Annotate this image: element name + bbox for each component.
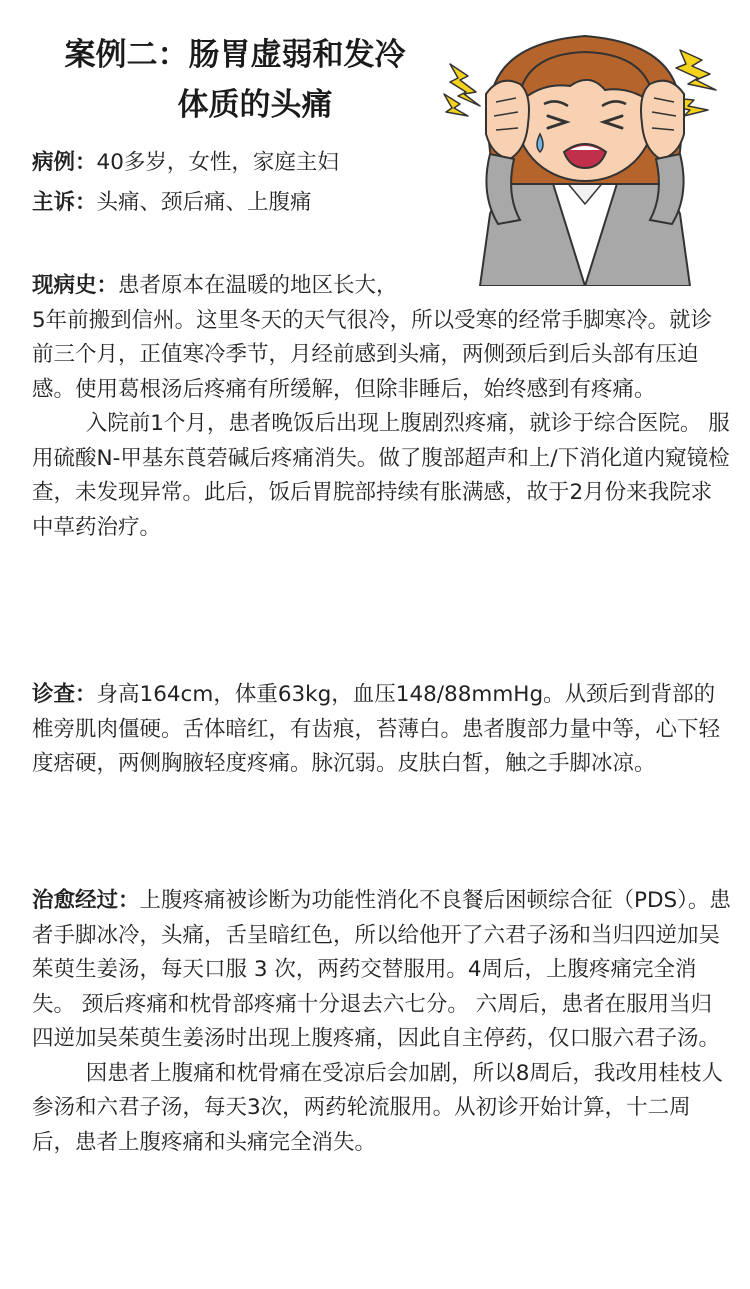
title-line-2: 体质的头痛	[177, 87, 333, 123]
complaint-text: 头痛、颈后痛、上腹痛	[96, 190, 312, 215]
course-p1-wrap	[32, 884, 732, 1057]
history-p1: 患者原本在温暖的地区长大，	[118, 273, 398, 298]
exam-section	[32, 678, 732, 782]
case-text: 40多岁，女性，家庭主妇	[96, 150, 339, 175]
history-p2: 5年前搬到信州。这里冬天的天气很冷，所以受寒的经常手脚寒冷。就诊前三个月，正值寒冷季节，月经前感到头痛，两侧颈后到后头部有压迫感。使用葛根汤后疼痛有所缓解，但除非睡后，始终感到有疼痛。	[32, 307, 713, 402]
complaint-label: 主诉：	[32, 190, 97, 215]
title-line-1: 案例二：肠胃虚弱和发冷	[64, 37, 406, 73]
course-section	[32, 884, 732, 1160]
complaint-line	[32, 186, 732, 221]
course-p2: 因患者上腹痛和枕骨痛在受凉后会加剧，所以8周后，我改用桂枝人参汤和六君子汤，每天3次，两药轮流服用。从初诊开始计算，十二周后，患者上腹疼痛和头痛完全消失。	[32, 1060, 723, 1155]
history-first-line	[32, 269, 732, 304]
case-line	[32, 146, 732, 181]
course-p1: 上腹疼痛被诊断为功能性消化不良餐后困顿综合征（PDS）。患者手脚冰冷，头痛，舌呈暗红色，所以给他开了六君子汤和当归四逆加吴茱萸生姜汤，每天口服 3 次，两药交替服用。4周后，上腹疼痛完全消失。 颈后疼痛和枕骨部疼痛十分退去六七分。 六周后，患者在服用当归四逆加吴茱萸生姜汤时出现上腹疼痛，因此自主停药，仅口服六君子汤。	[32, 888, 731, 1051]
case-label: 病例：	[32, 150, 97, 175]
exam-text: 身高164cm，体重63kg，血压148/88mmHg。从颈后到背部的椎旁肌肉僵硬。舌体暗红，有齿痕，苔薄白。患者腹部力量中等，心下轻度痞硬，两侧胸腋轻度疼痛。脉沉弱。皮肤白皙，触之手脚冰凉。	[32, 682, 721, 776]
exam-label: 诊查：	[32, 682, 97, 707]
pain-lightning-left-icon	[444, 64, 480, 116]
history-label: 现病史：	[32, 273, 119, 298]
history-section	[32, 269, 732, 545]
course-label: 治愈经过：	[32, 888, 140, 913]
article-title	[0, 30, 470, 130]
history-p3: 入院前1个月，患者晚饭后出现上腹剧烈疼痛，就诊于综合医院。 服用硫酸N-甲基东莨菪碱后疼痛消失。做了腹部超声和上/下消化道内窥镜检查，未发现异常。此后，饭后胃脘部持续有胀满感，故于2月份来我院求中草药治疗。	[32, 411, 730, 540]
